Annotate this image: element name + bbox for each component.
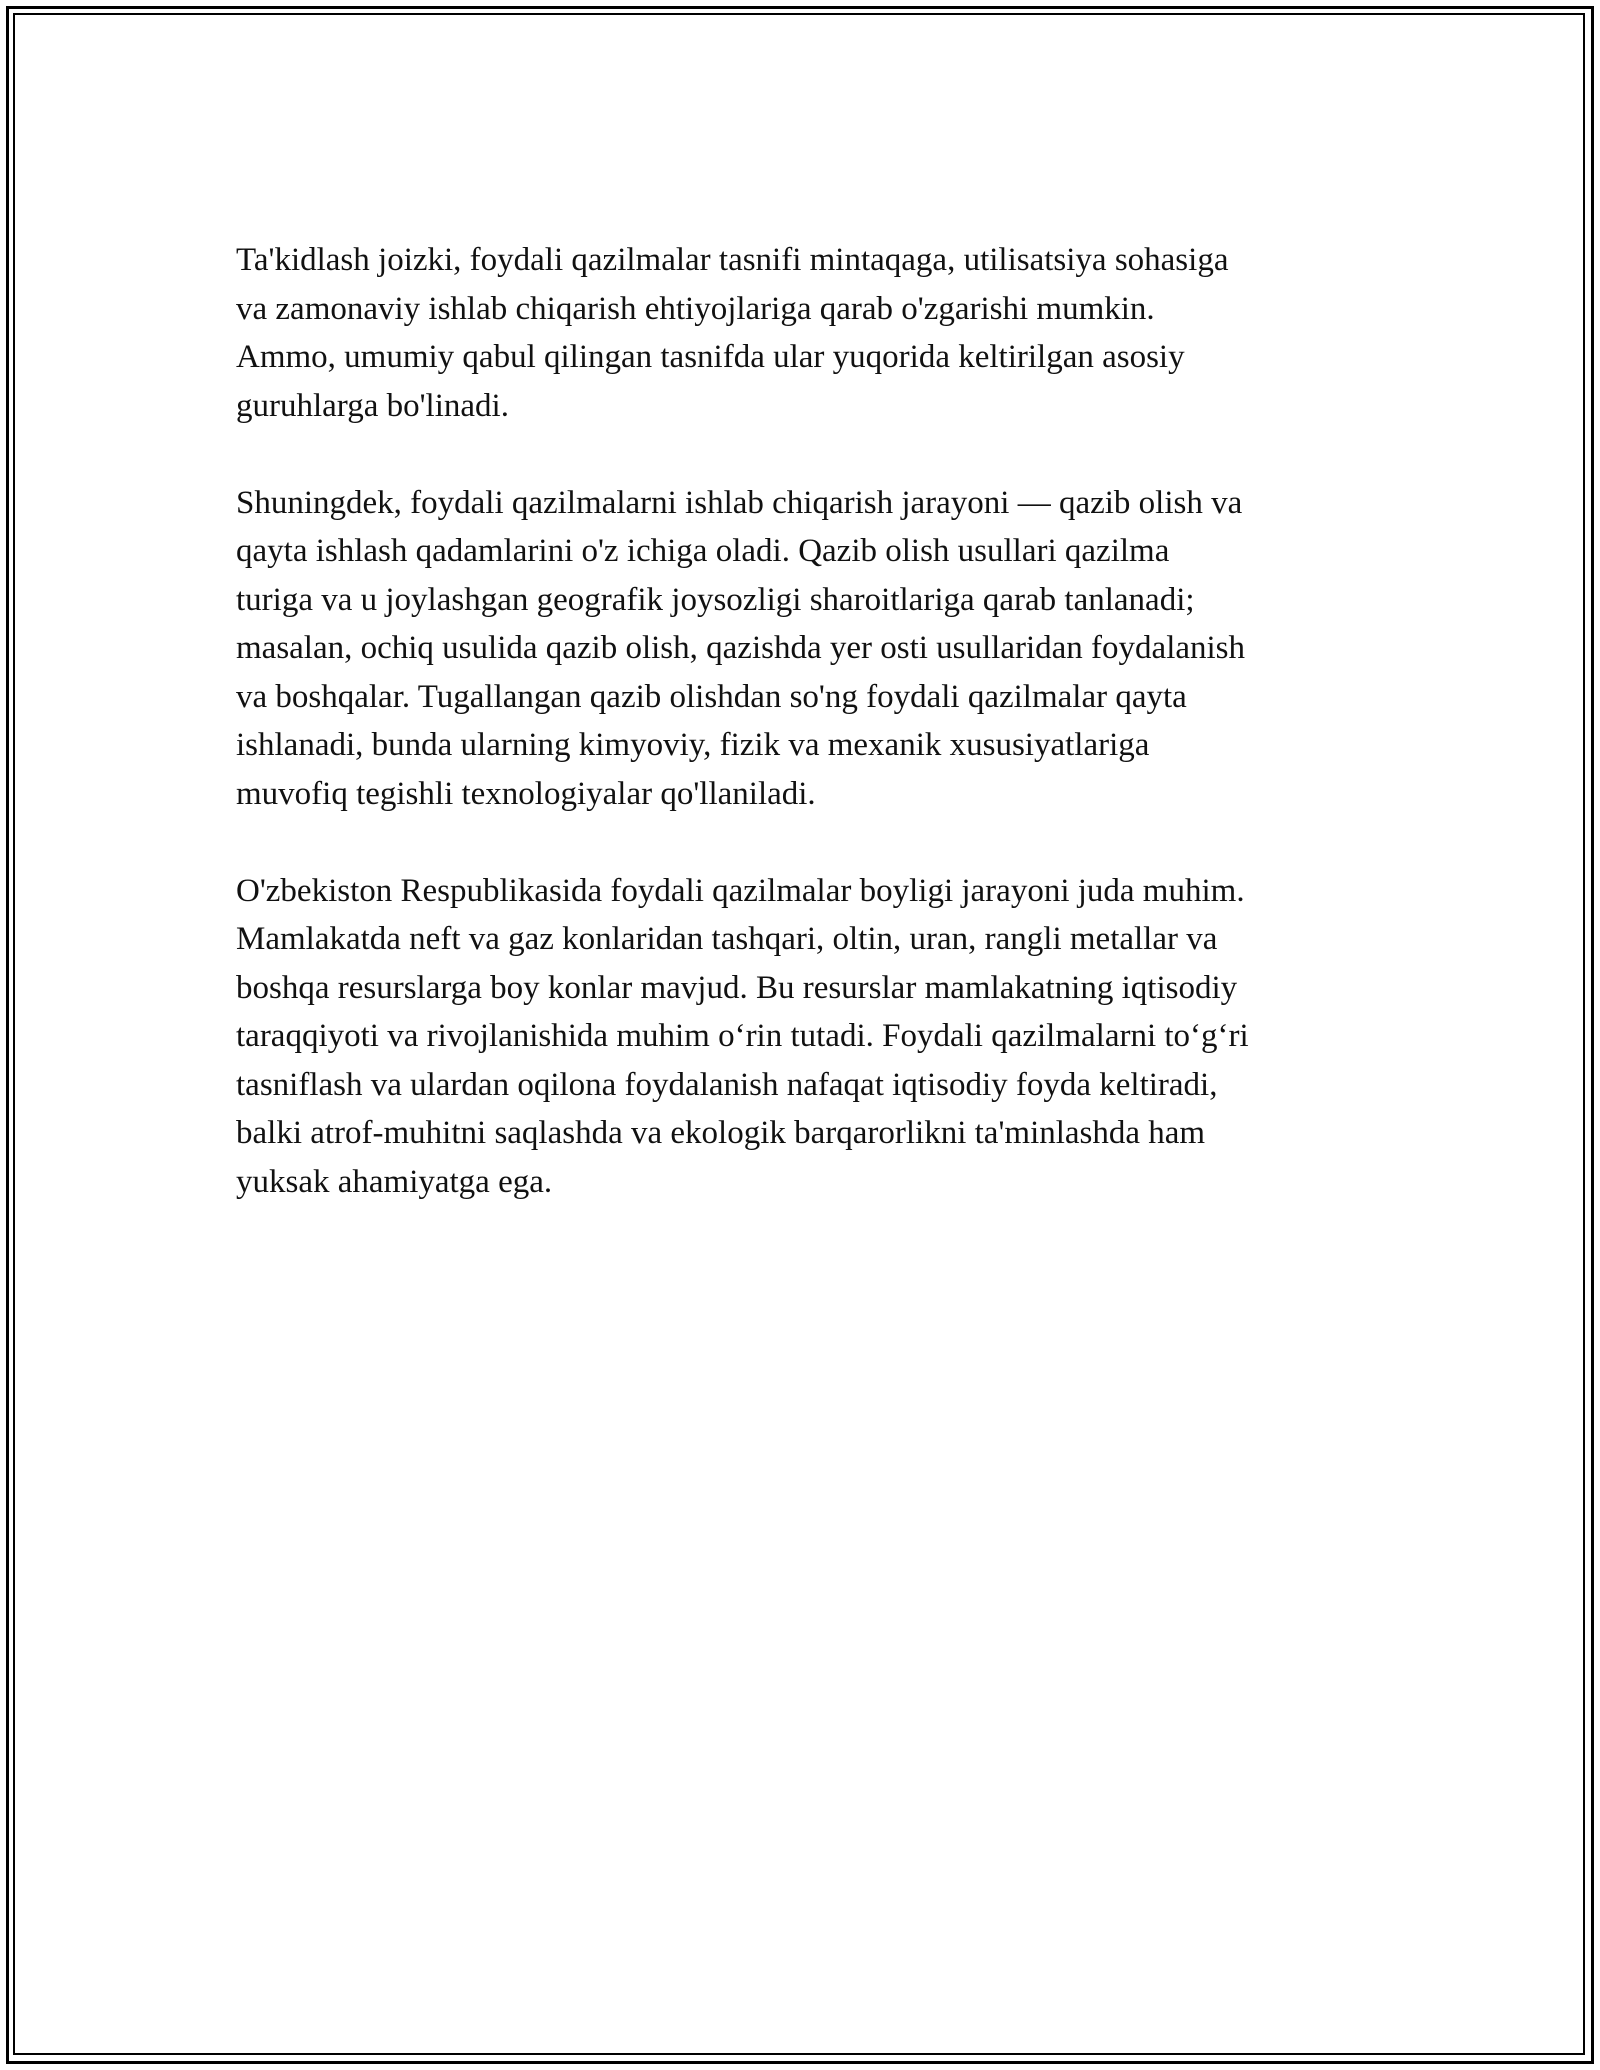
paragraph-3-line-5: tasniflash va ulardan oqilona foydalanish nafaqat iqtisodiy foyda keltiradi, (236, 1066, 1218, 1103)
paragraph-3-line-7: yuksak ahamiyatga ega. (236, 1163, 553, 1200)
paragraph-1-line-1: Ta'kidlash joizki, foydali qazilmalar tasnifi mintaqaga, utilisatsiya sohasiga (236, 242, 1229, 278)
paragraph-3-line-1: O'zbekiston Respublikasida foydali qazilmalar boyligi jarayoni juda muhim. (236, 872, 1245, 909)
paragraph-3-line-3: boshqa resurslarga boy konlar mavjud. Bu resurslar mamlakatning iqtisodiy (236, 969, 1238, 1006)
paragraph-3-line-4: taraqqiyoti va rivojlanishida muhim o‘rin tutadi. Foydali qazilmalarni to‘g‘ri (236, 1018, 1249, 1054)
paragraph-2-line-1: Shuningdek, foydali qazilmalarni ishlab chiqarish jarayoni — qazib olish va (236, 484, 1243, 521)
paragraph-3 (236, 867, 1376, 1207)
paragraph-2-line-3: turiga va u joylashgan geografik joysozligi sharoitlariga qarab tanlanadi; (236, 581, 1195, 618)
paragraph-2-line-2: qayta ishlash qadamlarini o'z ichiga oladi. Qazib olish usullari qazilma (236, 533, 1170, 569)
paragraph-1-line-4: guruhlarga bo'linadi. (236, 387, 509, 424)
document-body (236, 236, 1376, 1255)
paragraph-2-line-4: masalan, ochiq usulida qazib olish, qazishda yer osti usullaridan foydalanish (236, 630, 1246, 666)
paragraph-2-line-7: muvofiq tegishli texnologiyalar qo'llaniladi. (236, 775, 816, 812)
paragraph-1-line-3: Ammo, umumiy qabul qilingan tasnifda ular yuqorida keltirilgan asosiy (236, 339, 1185, 375)
paragraph-1-line-2: va zamonaviy ishlab chiqarish ehtiyojlariga qarab o'zgarishi mumkin. (236, 290, 1155, 327)
paragraph-1 (236, 236, 1376, 430)
paragraph-3-line-6: balki atrof-muhitni saqlashda va ekologik barqarorlikni ta'minlashda ham (236, 1115, 1206, 1151)
paragraph-2-line-6: ishlanadi, bunda ularning kimyoviy, fizik va mexanik xususiyatlariga (236, 727, 1150, 763)
paragraph-2 (236, 479, 1376, 819)
paragraph-3-line-2: Mamlakatda neft va gaz konlaridan tashqari, oltin, uran, rangli metallar va (236, 921, 1218, 957)
paragraph-2-line-5: va boshqalar. Tugallangan qazib olishdan so'ng foydali qazilmalar qayta (236, 678, 1187, 715)
